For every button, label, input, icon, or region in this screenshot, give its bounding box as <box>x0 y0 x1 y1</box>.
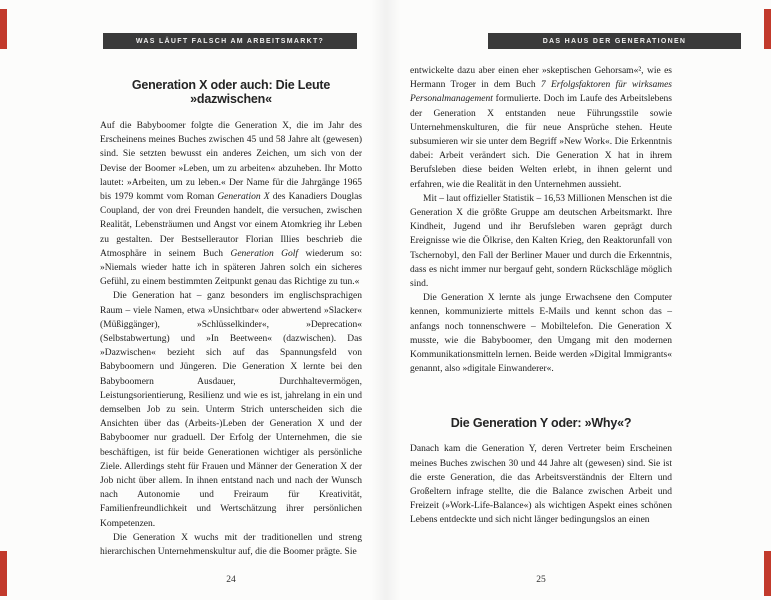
paragraph: Die Generation X lernte als junge Erwachsene den Computer kennen, kommunizierte mittels E-Mails und kennt schon das – anfangs noch tonnenschwere – Mobiltelefon. Die Generation X musste, wie die Babyboomer, den Umgang mit den modernen Kommunikationsmitteln lernen. Beide werden »Digital Immigrants« genannt, also »digitale Einwanderer«. <box>410 293 672 375</box>
cover-edge-bottom-left <box>0 551 7 596</box>
paragraph: Die Generation X wuchs mit der traditionellen und streng hierarchischen Unternehmenskultur auf, die die Boomer prägte. Sie <box>100 532 362 558</box>
paragraph: Danach kam die Generation Y, deren Vertreter beim Erscheinen meines Buches zwischen 30 und 44 Jahre alt (gewesen) sind. Sie ist die erste Generation, die das Arbeitsverständnis der Eltern und Großeltern infrage stellte, die die Balance zwischen Arbeit und Freizeit (»Work-Life-Balance«) als wichtigen Aspekt eines schönen Lebens entdeckte und sich nicht länger bedingungslos an einen <box>410 444 672 526</box>
section-heading-generation-y: Die Generation Y oder: »Why«? <box>450 416 632 431</box>
paragraph: entwickelte dazu aber einen eher »skeptischen Gehorsam«², wie es Hermann Troger in dem Buch 7 Erfolgsfaktoren für wirksames Personalmanagement formulierte. Doch im Laufe des Arbeitslebens der Generation X entstanden neue Führungsstile sowie Unternehmenskulturen, die für neue Ansprüche stehen. Heute subsumieren wir sie unter dem Begriff »New Work«. Die Erkenntnis dabei: Arbeit verändert sich. Die Generation X hat in ihrem Berufsleben diese beiden Welten erlebt, in ihnen gelernt und erfahren, wie die Realität in den Unternehmen aussieht. <box>410 66 672 190</box>
running-head-left: WAS LÄUFT FALSCH AM ARBEITSMARKT? <box>103 33 357 49</box>
page-number-left: 24 <box>226 575 236 585</box>
cover-edge-top-left <box>0 9 7 49</box>
chapter-heading-generation-x: Generation X oder auch: Die Leute »dazwischen« <box>131 78 331 106</box>
paragraph: Auf die Babyboomer folgte die Generation X, die im Jahr des Erscheinens meines Buches zwischen 45 und 58 Jahre alt (gewesen) sind. Sie setzten bewusst ein anderes Zeichen, um sich von der Devise der Boomer »Leben, um zu arbeiten« abzuheben. Ihr Motto lautet: »Arbeiten, um zu leben.« Der Name für die Jahrgänge 1965 bis 1979 kommt vom Roman Generation X des Kanadiers Douglas Coupland, der von drei Freunden handelt, die versuchen, zwischen Realität, Lebensträumen und Angst vor einem Atomkrieg ihr Leben zu gestalten. Der Bestsellerautor Florian Illies beschrieb die Atmosphäre in seinem Buch Generation Golf wiederum so: »Niemals wieder hatte ich in späteren Jahren solch ein sicheres Gefühl, zu einem bestimmten Zeitpunkt genau das Richtige zu tun.« <box>100 121 362 288</box>
paragraph: Mit – laut offizieller Statistik – 16,53 Millionen Menschen ist die Generation X die größte Gruppe am deutschen Arbeitsmarkt. Ihre Kindheit, Jugend und ihr Berufsleben waren geprägt durch Ereignisse wie die Ölkrise, den Kalten Krieg, den Reaktorunfall von Tschernobyl, den Fall der Berliner Mauer und durch die Erkenntnis, dass es nicht immer nur bergauf geht, sondern Rückschläge möglich sind. <box>410 193 672 290</box>
left-page-body-text <box>100 119 362 559</box>
right-page-body-text-after-heading <box>410 442 672 527</box>
page-gutter <box>371 0 401 600</box>
running-head-right: DAS HAUS DER GENERATIONEN <box>488 33 741 49</box>
right-page-body-text <box>410 0 672 376</box>
right-page <box>410 0 672 600</box>
left-page <box>100 0 362 600</box>
cover-edge-top-right <box>764 9 771 49</box>
paragraph: Die Generation hat – ganz besonders im englischsprachigen Raum – viele Namen, etwa »Unsichtbar« oder abwertend »Slacker« (Müßiggänger), »Schlüsselkinder«, »Deprecation« (Selbstabwertung) und »In Beetween« (dazwischen). Das »Dazwischen« bezieht sich auf das Spannungsfeld von Babyboomern und Jüngeren. Die Generation X lernte bei den Babyboomern Ausdauer, Durchhaltevermögen, Leistungsorientierung, Resilienz und wie es ist, jahrelang in ein und demselben Job zu sein. Unterm Strich unterscheiden sich die Ansichten über das (Arbeits-)Leben der Generation X und der Babyboomer nur graduell. Der Erfolg der Unternehmen, die sie beschäftigen, ist für beide Generationen wichtiger als persönliche Ziele. Allerdings steht für Frauen und Männer der Generation X der Job nicht über allem. In ihnen entstand nach und nach der Wunsch nach Autonomie und Freiraum für Kreativität, Familienfreundlichkeit und Wertschätzung ihrer persönlichen Kompetenzen. <box>100 291 362 529</box>
page-number-right: 25 <box>536 575 546 585</box>
cover-edge-bottom-right <box>764 551 771 596</box>
